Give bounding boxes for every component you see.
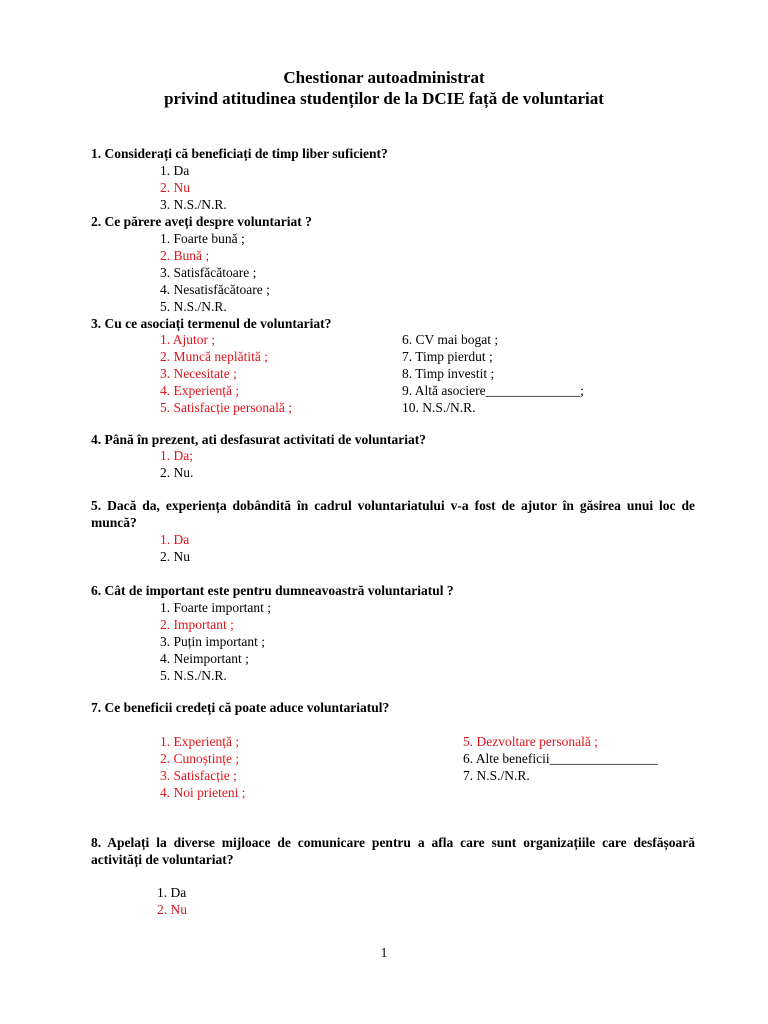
option-label: Experiență ; (170, 734, 240, 749)
option-number: 2. (160, 349, 171, 364)
q6-option-5[interactable] (160, 667, 227, 684)
option-label: Important ; (170, 617, 234, 632)
q3-option-7[interactable] (402, 348, 493, 365)
option-number: 1. (160, 532, 171, 547)
q3-option-3[interactable] (160, 365, 237, 382)
option-number: 9. (402, 383, 413, 398)
q7-option-6[interactable] (463, 750, 658, 767)
option-label: Da (170, 163, 190, 178)
option-number: 1. (160, 231, 171, 246)
option-label: Nu (167, 902, 187, 917)
option-number: 7. (463, 768, 474, 783)
option-label: N.S./N.R. (418, 400, 476, 415)
q3-option-5[interactable] (160, 399, 292, 416)
option-number: 2. (160, 549, 171, 564)
q6-option-1[interactable] (160, 599, 271, 616)
option-label: Experiență ; (170, 383, 240, 398)
option-number: 4. (160, 785, 171, 800)
option-label: Altă asociere______________; (412, 383, 584, 398)
option-label: Nesatisfăcătoare ; (170, 282, 270, 297)
option-number: 7. (402, 349, 413, 364)
option-number: 5. (160, 299, 171, 314)
option-number: 3. (160, 768, 171, 783)
option-label: Timp pierdut ; (412, 349, 493, 364)
option-number: 1. (157, 885, 168, 900)
option-label: Noi prieteni ; (170, 785, 246, 800)
q6-option-3[interactable] (160, 633, 265, 650)
question-6: 6. Cât de important este pentru dumneavoastră voluntariatul ? (91, 583, 454, 598)
q5-option-1[interactable] (160, 531, 189, 548)
option-number: 1. (160, 332, 171, 347)
q2-option-1[interactable] (160, 230, 245, 247)
option-label: Nu (170, 549, 190, 564)
option-number: 4. (160, 651, 171, 666)
option-number: 6. (463, 751, 474, 766)
option-number: 2. (157, 902, 168, 917)
option-label: CV mai bogat ; (412, 332, 499, 347)
option-label: Muncă neplătită ; (170, 349, 268, 364)
q3-option-2[interactable] (160, 348, 268, 365)
option-number: 1. (160, 600, 171, 615)
option-label: Nu (170, 180, 190, 195)
option-number: 6. (402, 332, 413, 347)
page-number: 1 (380, 945, 388, 960)
q4-option-1[interactable] (160, 447, 193, 464)
q1-option-1[interactable] (160, 162, 189, 179)
q8-option-2[interactable] (157, 901, 187, 918)
question-8: 8. Apelați la diverse mijloace de comunicare pentru a afla care sunt organizațiile care desfășoară activități de voluntariat? (91, 835, 695, 867)
option-number: 5. (160, 400, 171, 415)
q6-option-4[interactable] (160, 650, 249, 667)
q1-option-3[interactable] (160, 196, 227, 213)
q3-option-9[interactable] (402, 382, 584, 399)
q3-option-8[interactable] (402, 365, 494, 382)
option-label: N.S./N.R. (170, 668, 227, 683)
q7-option-4[interactable] (160, 784, 245, 801)
option-number: 3. (160, 366, 171, 381)
option-label: Satisfăcătoare ; (170, 265, 257, 280)
q3-option-1[interactable] (160, 331, 215, 348)
option-label: Dezvoltare personală ; (473, 734, 598, 749)
option-number: 2. (160, 248, 171, 263)
q3-option-10[interactable] (402, 399, 476, 416)
q5-option-2[interactable] (160, 548, 190, 565)
option-number: 5. (463, 734, 474, 749)
option-number: 8. (402, 366, 413, 381)
question-1: 1. Considerați că beneficiați de timp liber suficient? (91, 146, 388, 161)
q1-option-2[interactable] (160, 179, 190, 196)
title-line-1: Chestionar autoadministrat (283, 68, 485, 87)
q7-option-1[interactable] (160, 733, 239, 750)
q8-option-1[interactable] (157, 884, 186, 901)
option-label: N.S./N.R. (473, 768, 530, 783)
option-label: Foarte bună ; (170, 231, 245, 246)
option-number: 1. (160, 734, 171, 749)
q2-option-2[interactable] (160, 247, 209, 264)
q2-option-3[interactable] (160, 264, 256, 281)
option-number: 3. (160, 197, 171, 212)
option-label: Ajutor ; (170, 332, 216, 347)
option-label: Cunoștințe ; (170, 751, 240, 766)
question-7: 7. Ce beneficii credeți că poate aduce voluntariatul? (91, 700, 390, 715)
option-label: Puțin important ; (170, 634, 266, 649)
q7-option-2[interactable] (160, 750, 239, 767)
question-2: 2. Ce părere aveți despre voluntariat ? (91, 214, 312, 229)
option-label: Da (170, 532, 190, 547)
option-number: 1. (160, 163, 171, 178)
option-label: Timp investit ; (412, 366, 495, 381)
option-number: 2. (160, 617, 171, 632)
q7-option-3[interactable] (160, 767, 237, 784)
q2-option-4[interactable] (160, 281, 270, 298)
option-label: Alte beneficii________________ (473, 751, 658, 766)
option-number: 5. (160, 668, 171, 683)
question-5: 5. Dacă da, experiența dobândită în cadrul voluntariatului v-a fost de ajutor în găsirea unui loc de muncă? (91, 498, 695, 530)
q6-option-2[interactable] (160, 616, 234, 633)
q3-option-4[interactable] (160, 382, 239, 399)
option-label: N.S./N.R. (170, 299, 227, 314)
option-label: Satisfacție ; (170, 768, 237, 783)
option-label: N.S./N.R. (170, 197, 227, 212)
title-line-2: privind atitudinea studenților de la DCIE față de voluntariat (164, 89, 604, 108)
option-label: Satisfacție personală ; (170, 400, 292, 415)
question-3: 3. Cu ce asociați termenul de voluntariat? (91, 316, 332, 331)
option-label: Neimportant ; (170, 651, 249, 666)
option-label: Bună ; (170, 248, 210, 263)
option-label: Da (167, 885, 187, 900)
q4-option-2[interactable] (160, 464, 193, 481)
option-number: 3. (160, 634, 171, 649)
option-number: 2. (160, 465, 171, 480)
option-number: 2. (160, 751, 171, 766)
option-label: Necesitate ; (170, 366, 237, 381)
question-4: 4. Până în prezent, ati desfasurat activitati de voluntariat? (91, 432, 426, 447)
option-label: Foarte important ; (170, 600, 271, 615)
option-label: Da; (170, 448, 193, 463)
option-number: 4. (160, 383, 171, 398)
q2-option-5[interactable] (160, 298, 227, 315)
option-label: Nu. (170, 465, 194, 480)
q7-option-5[interactable] (463, 733, 598, 750)
option-number: 3. (160, 265, 171, 280)
option-number: 10. (402, 400, 419, 415)
option-number: 2. (160, 180, 171, 195)
q7-option-7[interactable] (463, 767, 530, 784)
q3-option-6[interactable] (402, 331, 498, 348)
option-number: 4. (160, 282, 171, 297)
option-number: 1. (160, 448, 171, 463)
